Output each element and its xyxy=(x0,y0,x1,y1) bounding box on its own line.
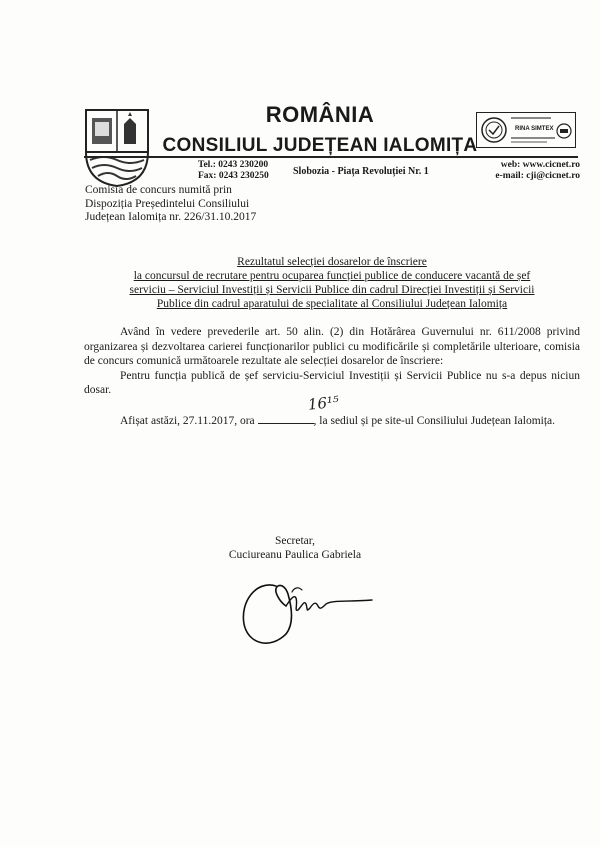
contact-phone-block xyxy=(198,160,269,182)
header-title-country: ROMÂNIA xyxy=(265,102,375,127)
header-divider xyxy=(84,156,578,158)
body-paragraph: Având în vedere prevederile art. 50 alin. (2) din Hotărârea Guvernului nr. 611/2008 privind organizarea și dezvoltarea carierei funcționarilor publici cu modificările și completările ulterioare, comisia de concurs comunică următoarele rezultate ale selecției dosarelor de înscriere: xyxy=(84,326,580,367)
secretary-role: Secretar, xyxy=(274,535,316,547)
fax-number: Fax: 0243 230250 xyxy=(198,171,269,181)
secretary-block xyxy=(220,534,370,562)
phone-number: Tel.: 0243 230200 xyxy=(198,160,269,170)
posted-suffix: , la sediul și pe site-ul Consiliului Județean Ialomița. xyxy=(313,414,556,427)
secretary-name: Cuciureanu Paulica Gabriela xyxy=(228,549,362,561)
certification-text-line xyxy=(511,137,555,139)
certification-text-line xyxy=(511,117,551,119)
body-paragraph: Pentru funcția publică de șef serviciu-Serviciul Investiții și Servicii Publice nu s-a depus niciun dosar. xyxy=(84,369,580,396)
certification-seal-icon xyxy=(480,116,508,144)
commission-line: Județean Ialomița nr. 226/31.10.2017 xyxy=(85,211,257,223)
contact-address: Slobozia - Piața Revoluției Nr. 1 xyxy=(293,166,429,177)
document-body xyxy=(84,325,580,428)
website: web: www.cicnet.ro xyxy=(500,160,580,170)
handwritten-signature-icon xyxy=(236,572,376,662)
header-title-council: CONSILIUL JUDEȚEAN IALOMIȚA xyxy=(162,135,478,156)
commission-line: Dispoziția Președintelui Consiliului xyxy=(85,197,250,210)
time-blank xyxy=(258,392,340,424)
result-title-line: la concursul de recrutare pentru ocuparea funcției publice de conducere vacantă de șef xyxy=(133,270,531,282)
county-coat-of-arms-icon xyxy=(84,108,150,188)
commission-reference xyxy=(85,184,256,225)
posted-prefix: Afișat astăzi, 27.11.2017, ora xyxy=(120,414,255,427)
certification-label: RINA SIMTEX xyxy=(515,126,554,132)
result-title-line: serviciu – Serviciul Investiții și Servicii Publice din cadrul Direcției Investiții și Servicii xyxy=(129,284,535,296)
result-title-line: Rezultatul selecției dosarelor de înscriere xyxy=(237,256,427,268)
email-address: e-mail: cji@cicnet.ro xyxy=(495,171,580,181)
posted-statement xyxy=(84,392,580,429)
certification-box xyxy=(476,112,576,148)
commission-line: Comisia de concurs numită prin xyxy=(85,184,232,196)
result-title-line: Publice din cadrul aparatului de specialitate al Consiliului Județean Ialomița xyxy=(156,298,508,310)
certification-text-line xyxy=(511,141,547,143)
contact-web-block xyxy=(470,160,580,182)
handwritten-time: 16¹⁵ xyxy=(306,392,340,414)
result-title xyxy=(84,255,580,311)
header-title-block xyxy=(160,102,480,158)
certification-badge-icon xyxy=(556,123,572,139)
